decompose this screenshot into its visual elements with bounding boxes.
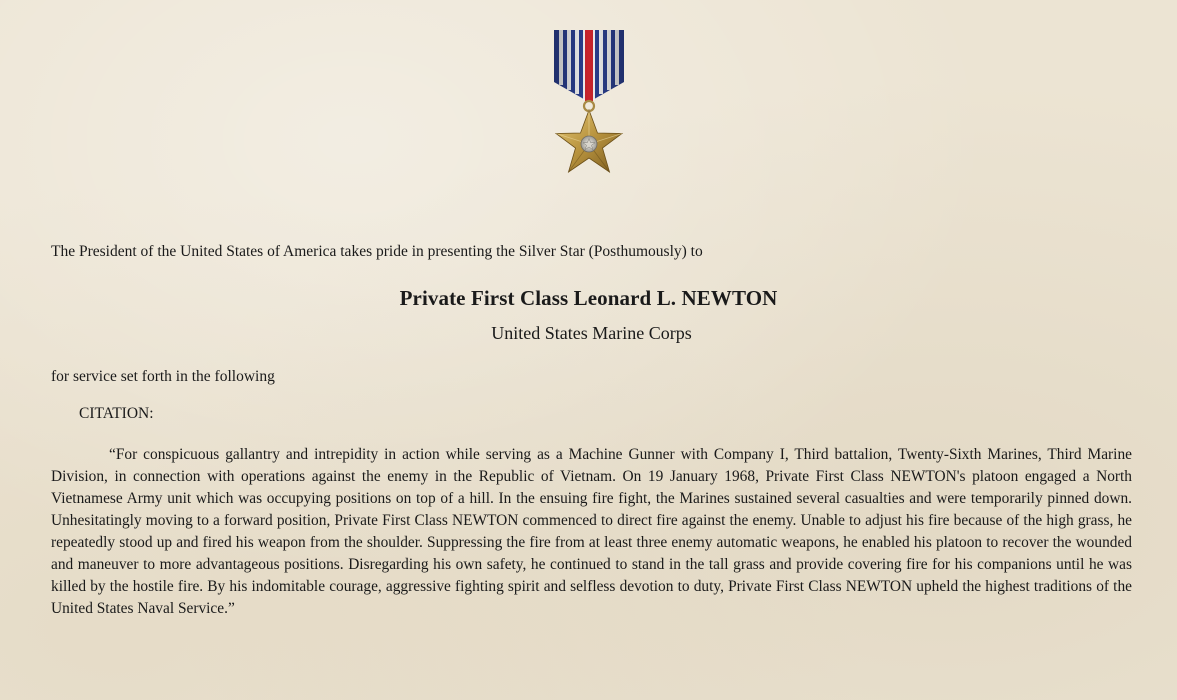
- star: [556, 110, 622, 172]
- citation-label: CITATION:: [79, 405, 154, 422]
- service-branch: United States Marine Corps: [491, 323, 692, 343]
- citation-text: “For conspicuous gallantry and intrepidity in action while serving as a Machine Gunner with Company I, Third battalion, Twenty-Sixth Marines, Third Marine Division, in connection with operations against the enemy in the Republic of Vietnam. On 19 January 1968, Private First Class NEWTON's platoon engaged a North Vietnamese Army unit which was occupying positions on top of a hill. In the ensuing fire fight, the Marines sustained several casualties and were temporarily pinned down. Unhesitatingly moving to a forward position, Private First Class NEWTON commenced to direct fire against the enemy. Unable to adjust his fire because of the high grass, he repeatedly stood up and fired his weapon from the shoulder. Suppressing the fire from at least three enemy automatic weapons, he enabled his platoon to recover the wounded and maneuver to more advantageous positions. Disregarding his own safety, he continued to stand in the tall grass and provide covering fire for his companions until he was killed by the hostile fire. By his indomitable courage, aggressive fighting spirit and selfless devotion to duty, Private First Class NEWTON upheld the highest traditions of the United States Naval Service.”: [51, 446, 1132, 617]
- presentation-intro: The President of the United States of America takes pride in presenting the Silver Star (Posthumously) to: [51, 243, 703, 260]
- service-line: for service set forth in the following: [51, 368, 275, 385]
- recipient-name: Private First Class Leonard L. NEWTON: [399, 286, 778, 310]
- ribbon: [554, 30, 624, 102]
- silver-star-medal-icon: [551, 30, 627, 178]
